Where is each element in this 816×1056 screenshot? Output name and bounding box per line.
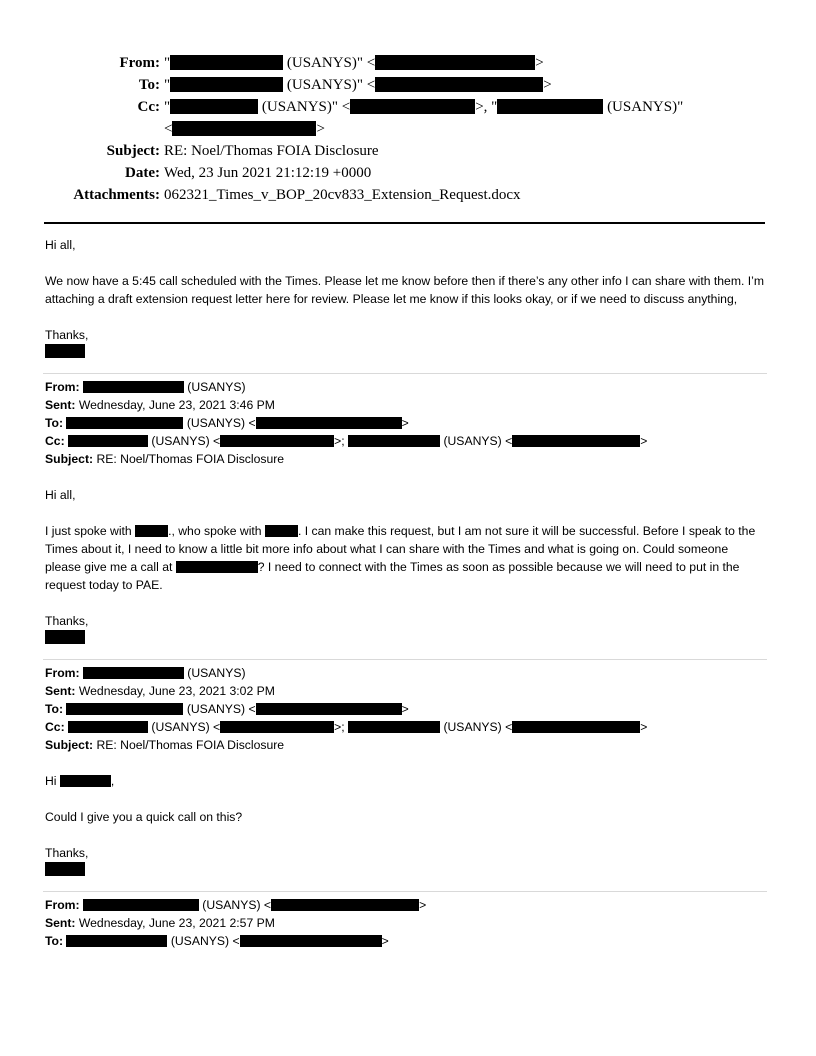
- org-text: (USANYS) <: [148, 720, 221, 734]
- redaction-box: [265, 525, 298, 537]
- redaction-box: [271, 899, 419, 911]
- email2-paragraph: [45, 522, 766, 594]
- redaction-box: [256, 417, 402, 429]
- quote-text: ": [164, 77, 171, 93]
- greeting-text: Hi: [45, 774, 60, 788]
- redaction-box: [240, 935, 382, 947]
- from-label: From:: [45, 666, 80, 680]
- redaction-box: [66, 703, 183, 715]
- header-date-label: Date:: [125, 165, 160, 181]
- redaction-box: [83, 381, 184, 393]
- email-body: [45, 236, 766, 968]
- subject-value: RE: Noel/Thomas FOIA Disclosure: [93, 738, 285, 752]
- bracket-text: >: [640, 720, 648, 734]
- bracket-text: >: [419, 898, 427, 912]
- from-label: From:: [45, 898, 80, 912]
- subject-value: RE: Noel/Thomas FOIA Disclosure: [93, 452, 285, 466]
- redaction-box: [83, 667, 184, 679]
- org-text: (USANYS) <: [198, 898, 272, 912]
- bracket-text: >: [401, 702, 409, 716]
- redaction-box: [512, 721, 640, 733]
- to-label: To:: [45, 416, 64, 430]
- redaction-box: [68, 435, 148, 447]
- header-date-value: Wed, 23 Jun 2021 21:12:19 +0000: [164, 165, 372, 181]
- bracket-text: >: [543, 77, 552, 93]
- paragraph-text: ., who spoke with: [168, 524, 265, 538]
- header-to-label: To:: [138, 77, 160, 93]
- redaction-box: [83, 899, 199, 911]
- sent-label: Sent:: [45, 684, 76, 698]
- quote-text: ": [164, 99, 171, 115]
- header-attachments-row: [0, 184, 816, 206]
- separator-text: >;: [334, 720, 349, 734]
- email2-subject-row: [45, 450, 766, 468]
- sent-label: Sent:: [45, 916, 76, 930]
- org-text: (USANYS)" <: [283, 55, 376, 71]
- email1-paragraph: We now have a 5:45 call scheduled with the Times. Please let me know before then if there’s any other info I can share with them. I’m attaching a draft extension request letter here for review. Please let me know if this looks okay, or if we need to discuss anything,: [45, 274, 764, 306]
- email2-to-row: [45, 414, 766, 432]
- sent-value: Wednesday, June 23, 2021 3:46 PM: [75, 398, 275, 412]
- separator-text: >, ": [475, 99, 498, 115]
- bracket-text: >: [640, 434, 648, 448]
- redaction-box: [348, 435, 440, 447]
- email2-meta: [45, 378, 766, 468]
- redaction-box: [66, 417, 183, 429]
- redaction-box: [66, 935, 167, 947]
- header-subject-value: RE: Noel/Thomas FOIA Disclosure: [164, 143, 379, 159]
- redaction-box: [170, 99, 258, 114]
- greeting-text: ,: [110, 774, 115, 788]
- header-subject-row: [0, 140, 816, 162]
- paragraph-text: ? I need to connect with the Times as soon as possible because we will need to put in the request today to PAE.: [45, 560, 740, 592]
- message-separator: [43, 659, 767, 660]
- org-text: (USANYS) <: [148, 434, 221, 448]
- to-label: To:: [45, 702, 64, 716]
- header-from-label: From:: [119, 55, 160, 71]
- header-date-row: [0, 162, 816, 184]
- email2-closing: Thanks,: [45, 614, 89, 628]
- email3-meta: [45, 664, 766, 754]
- email1-greeting: Hi all,: [45, 238, 76, 252]
- email3-cc-row: [45, 718, 766, 736]
- org-text: (USANYS): [183, 380, 246, 394]
- redaction-box: [172, 121, 316, 136]
- message-separator: [43, 891, 767, 892]
- email4-meta: [45, 896, 766, 950]
- org-text: (USANYS)": [603, 99, 684, 115]
- redaction-box: [350, 99, 475, 114]
- org-text: (USANYS)" <: [283, 77, 376, 93]
- header-cc-row: [0, 96, 816, 140]
- bracket-text: <: [164, 121, 173, 137]
- email3-to-row: [45, 700, 766, 718]
- email2-greeting: Hi all,: [45, 488, 76, 502]
- redaction-box: [375, 77, 543, 92]
- header-attachments-value[interactable]: 062321_Times_v_BOP_20cv833_Extension_Request.docx: [164, 187, 521, 203]
- paragraph-text: I just spoke with: [45, 524, 136, 538]
- header-cc-value: [164, 96, 724, 140]
- header-from-value: [164, 52, 544, 74]
- redaction-box: [348, 721, 440, 733]
- sent-label: Sent:: [45, 398, 76, 412]
- header-attachments-label: Attachments:: [73, 187, 160, 203]
- header-from-row: [0, 52, 816, 74]
- header-divider: [44, 222, 765, 224]
- bracket-text: >: [401, 416, 409, 430]
- org-text: (USANYS) <: [183, 416, 256, 430]
- cc-label: Cc:: [45, 720, 65, 734]
- email3-closing: Thanks,: [45, 846, 89, 860]
- email2-sent-row: [45, 396, 766, 414]
- org-text: (USANYS) <: [183, 702, 256, 716]
- subject-label: Subject:: [45, 738, 94, 752]
- org-text: (USANYS) <: [440, 720, 513, 734]
- redaction-box: [176, 561, 258, 573]
- redaction-box: [170, 77, 283, 92]
- redaction-box: [220, 435, 334, 447]
- email3-from-row: [45, 664, 766, 682]
- email2-cc-row: [45, 432, 766, 450]
- bracket-text: >: [381, 934, 389, 948]
- header-to-value: [164, 74, 552, 96]
- email3-paragraph: Could I give you a quick call on this?: [45, 810, 243, 824]
- email3-sent-row: [45, 682, 766, 700]
- email2-from-row: [45, 378, 766, 396]
- signature-redaction: [45, 344, 85, 358]
- email4-sent-row: [45, 914, 766, 932]
- redaction-box: [60, 775, 111, 787]
- redaction-box: [135, 525, 168, 537]
- org-text: (USANYS): [183, 666, 246, 680]
- org-text: (USANYS)" <: [258, 99, 351, 115]
- redaction-box: [68, 721, 148, 733]
- org-text: (USANYS) <: [440, 434, 513, 448]
- header-subject-label: Subject:: [106, 143, 160, 159]
- email1-closing: Thanks,: [45, 328, 89, 342]
- message-separator: [43, 373, 767, 374]
- quote-text: ": [164, 55, 171, 71]
- email4-from-row: [45, 896, 766, 914]
- to-label: To:: [45, 934, 64, 948]
- from-label: From:: [45, 380, 80, 394]
- sent-value: Wednesday, June 23, 2021 3:02 PM: [75, 684, 275, 698]
- redaction-box: [170, 55, 283, 70]
- email-header: [0, 52, 816, 206]
- email4-to-row: [45, 932, 766, 950]
- bracket-text: >: [535, 55, 544, 71]
- redaction-box: [497, 99, 603, 114]
- redaction-box: [512, 435, 640, 447]
- email3-subject-row: [45, 736, 766, 754]
- paragraph-text: . I can make this request, but I am not sure it will be successful. Before I speak to the Times about it, I need to know a little bit more info about what I can share with the Times and what is going on. Could someone please give me a call at: [45, 524, 756, 574]
- subject-label: Subject:: [45, 452, 94, 466]
- email3-greeting: [45, 772, 766, 790]
- header-to-row: [0, 74, 816, 96]
- cc-label: Cc:: [45, 434, 65, 448]
- org-text: (USANYS) <: [167, 934, 240, 948]
- bracket-text: >: [316, 121, 325, 137]
- redaction-box: [220, 721, 334, 733]
- separator-text: >;: [334, 434, 349, 448]
- redaction-box: [375, 55, 535, 70]
- signature-redaction: [45, 862, 85, 876]
- redaction-box: [256, 703, 402, 715]
- header-cc-label: Cc:: [137, 99, 160, 115]
- sent-value: Wednesday, June 23, 2021 2:57 PM: [75, 916, 275, 930]
- signature-redaction: [45, 630, 85, 644]
